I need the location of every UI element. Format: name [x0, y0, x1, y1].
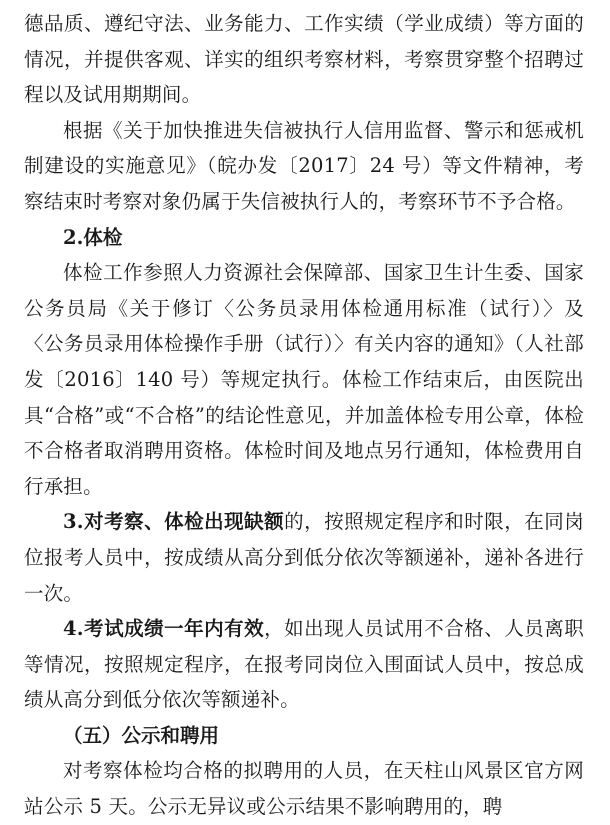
section-heading-physical-exam: 2.体检	[63, 225, 123, 249]
section-heading-publicity-employment: （五）公示和聘用	[63, 723, 220, 747]
paragraph-vacancy-replacement-rest: 的，按照规定程序和时限，在同岗位报考人员中，按成绩从高分到低分依次等额递补，递补各进行一次。	[24, 510, 584, 605]
paragraph-credit-policy: 根据《关于加快推进失信被执行人信用监督、警示和惩戒机制建设的实施意见》（皖办发〔2017〕24 号）等文件精神，考察结束时考察对象仍属于失信被执行人的，考察环节不予合格。	[24, 118, 584, 213]
paragraph-score-validity	[24, 611, 584, 718]
paragraph-continuation: 德品质、遵纪守法、业务能力、工作实绩（学业成绩）等方面的情况，并提供客观、详实的组织考察材料，考察贯穿整个招聘过程以及试用期期间。	[24, 12, 584, 107]
paragraph-score-validity-lead: 4.考试成绩一年内有效	[63, 617, 265, 641]
paragraph-score-validity-rest: ，如出现人员试用不合格、人员离职等情况，按照规定程序，在报考同岗位入围面试人员中，按总成绩从高分到低分依次等额递补。	[24, 617, 584, 712]
paragraph-publicity-detail: 对考察体检均合格的拟聘用的人员，在天柱山风景区官方网站公示 5 天。公示无异议或公示结果不影响聘用的，聘	[24, 759, 584, 819]
paragraph-vacancy-replacement	[24, 504, 584, 611]
paragraph-physical-exam-detail: 体检工作参照人力资源社会保障部、国家卫生计生委、国家公务员局《关于修订〈公务员录用体检通用标准（试行）〉及〈公务员录用体检操作手册（试行）〉有关内容的通知》（人社部发〔2016〕140 号）等规定执行。体检工作结束后，由医院出具“合格”或“不合格”的结论性意见，并加盖体检专用公章，体检不合格者取消聘用资格。体检时间及地点另行通知，体检费用自行承担。	[24, 261, 584, 498]
paragraph-vacancy-replacement-lead: 3.对考察、体检出现缺额	[63, 510, 285, 534]
